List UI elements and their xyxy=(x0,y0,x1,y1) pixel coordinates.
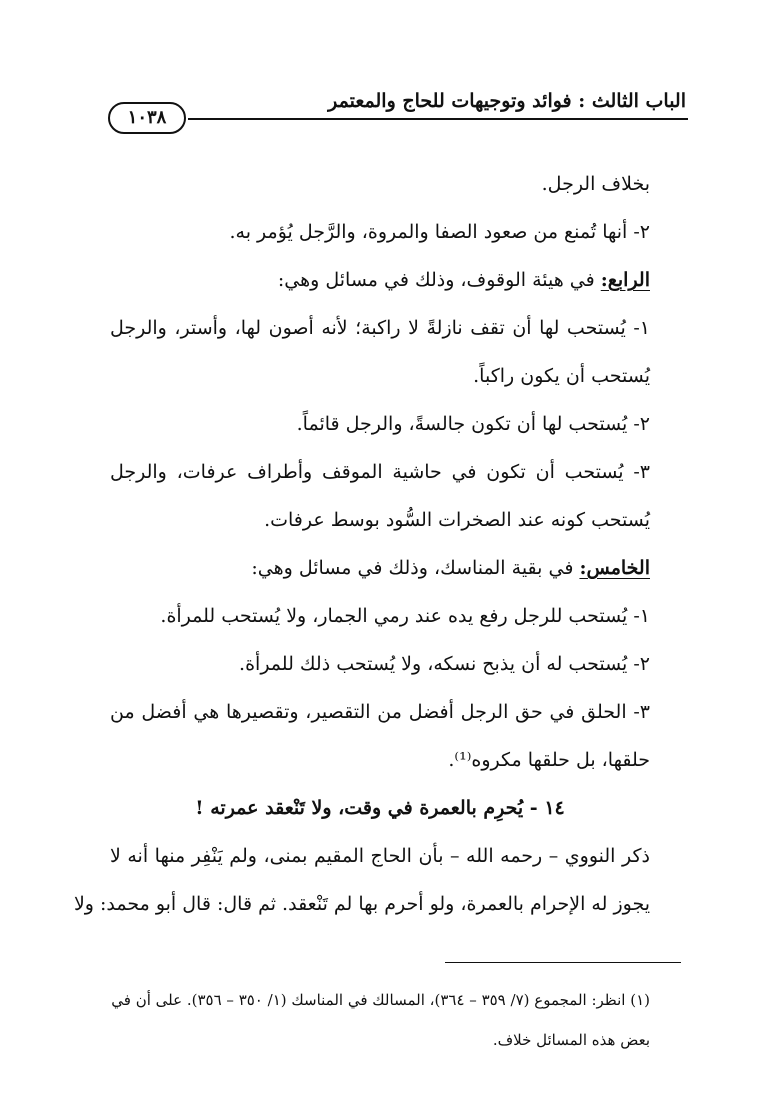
body-line: يُستحب أن يكون راكباً. xyxy=(473,365,650,387)
footnote-rule xyxy=(445,962,681,963)
section-label-fifth: الخامس: xyxy=(579,557,650,579)
section-label-text: في بقية المناسك، وذلك في مسائل وهي: xyxy=(251,557,580,579)
body-line: ذكر النووي – رحمه الله – بأن الحاج المقيم بمنى، ولم يَنْفِر منها أنه لا xyxy=(110,845,650,867)
body-line: بخلاف الرجل. xyxy=(541,173,650,195)
body-line: يُستحب كونه عند الصخرات السُّود بوسط عرفات. xyxy=(264,509,650,531)
section-label-text: في هيئة الوقوف، وذلك في مسائل وهي: xyxy=(277,269,601,291)
body-line: يجوز له الإحرام بالعمرة، ولو أحرم بها لم تَنْعقد. ثم قال: قال أبو محمد: ولا xyxy=(73,893,650,915)
section-heading: ١٤ - يُحرِم بالعمرة في وقت، ولا تَنْعقد عمرته ! xyxy=(195,797,565,819)
body-line: ٣- الحلق في حق الرجل أفضل من التقصير، وتقصيرها هي أفضل من xyxy=(110,701,650,723)
body-line: ٢- يُستحب له أن يذبح نسكه، ولا يُستحب ذلك للمرأة. xyxy=(239,653,650,675)
header-rule xyxy=(188,118,688,120)
body-line-fourth xyxy=(110,268,650,292)
body-line: حلقها، بل حلقها مكروه⁽¹⁾. xyxy=(448,749,650,771)
chapter-title: الباب الثالث : فوائد وتوجيهات للحاج والمعتمر xyxy=(328,90,686,112)
body-line-fifth xyxy=(110,556,650,580)
footnote-line: بعض هذه المسائل خلاف. xyxy=(492,1031,650,1049)
body-line: ٢- يُستحب لها أن تكون جالسةً، والرجل قائماً. xyxy=(296,413,650,435)
body-line: ١- يُستحب للرجل رفع يده عند رمي الجمار، ولا يُستحب للمرأة. xyxy=(160,605,650,627)
body-line: ١- يُستحب لها أن تقف نازلةً لا راكبة؛ لأنه أصون لها، وأستر، والرجل xyxy=(110,317,650,339)
body-line: ٢- أنها تُمنع من صعود الصفا والمروة، والرَّجل يُؤمر به. xyxy=(229,221,650,243)
page-number: ١٠٣٨ xyxy=(108,102,186,134)
running-header xyxy=(108,86,688,126)
section-label-fourth: الرابع: xyxy=(600,269,650,291)
body-line: ٣- يُستحب أن تكون في حاشية الموقف وأطراف عرفات، والرجل xyxy=(110,461,650,483)
footnote-line: (١) انظر: المجموع (٧/ ٣٥٩ – ٣٦٤)، المسالك في المناسك (١/ ٣٥٠ – ٣٥٦). على أن في xyxy=(111,991,650,1009)
